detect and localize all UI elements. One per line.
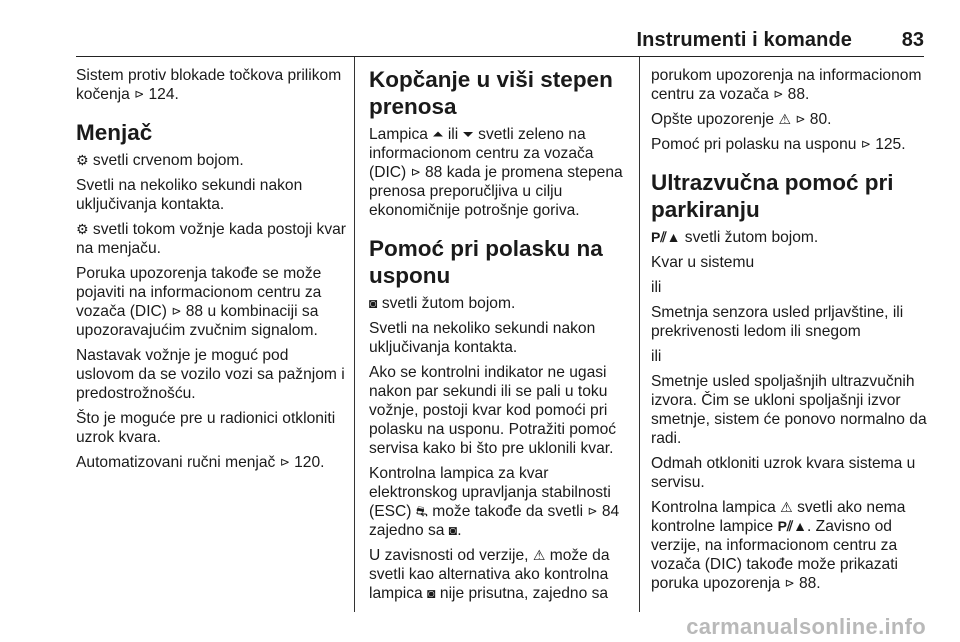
column-1	[76, 66, 348, 478]
section-heading-pomoc: Pomoć pri polasku na usponu	[369, 236, 603, 288]
downshift-icon: ⏷	[462, 126, 474, 142]
paragraph: Nastavak vožnje je moguć pod uslovom da se vozilo vozi sa pažnjom i predostrožnošću.	[76, 347, 345, 402]
paragraph: Opšte upozorenje ⚠ ⊳ 80.	[651, 111, 832, 128]
page-reference: 88.	[787, 86, 810, 103]
page-reference-arrow-icon: ⊳	[773, 87, 784, 101]
column-3	[651, 66, 927, 599]
page-reference-arrow-icon: ⊳	[795, 112, 806, 126]
page-reference-arrow-icon: ⊳	[410, 165, 421, 179]
paragraph: Svetli na nekoliko sekundi nakon uključivanja kontakta.	[369, 320, 596, 356]
paragraph: Ako se kontrolni indikator ne ugasi nakon par sekundi ili se pali u toku vožnje, postoji kvar kod pomoći pri polasku na usponu. Potražiti pomoć servisa kako bi što pre uklonili kvar.	[369, 364, 617, 457]
gear-warning-icon: ⚙	[76, 221, 89, 237]
page-reference-arrow-icon: ⊳	[171, 304, 182, 318]
hill-start-assist-icon: ◙	[369, 295, 378, 311]
paragraph: P⫽▲ svetli žutom bojom.	[651, 229, 819, 246]
warning-triangle-icon: ⚠	[778, 111, 792, 127]
parking-assist-icon: P⫽▲	[777, 518, 808, 534]
column-divider-1	[354, 57, 355, 612]
page-reference: 124.	[148, 86, 179, 103]
page-header	[0, 0, 960, 56]
page-reference-arrow-icon: ⊳	[134, 87, 145, 101]
parking-assist-icon: P⫽▲	[651, 229, 681, 245]
page-reference: 84	[601, 503, 620, 520]
header-rule	[76, 56, 924, 57]
page-reference-arrow-icon: ⊳	[587, 504, 598, 518]
paragraph: ◙ svetli žutom bojom.	[369, 295, 516, 312]
page-reference: 88	[425, 164, 443, 181]
page-reference: 88.	[798, 575, 821, 592]
page-reference: 125.	[875, 136, 906, 153]
hill-start-assist-icon: ◙	[427, 585, 436, 601]
upshift-icon: ⏶	[432, 126, 444, 142]
section-heading-menjac: Menjač	[76, 120, 153, 145]
gear-warning-icon: ⚙	[76, 152, 89, 168]
page-reference: 120.	[294, 454, 325, 471]
paragraph: porukom upozorenja na informacionom centru za vozača ⊳ 88.	[651, 67, 922, 103]
page-number: 83	[901, 29, 924, 51]
paragraph: Sistem protiv blokade točkova prilikom kočenja ⊳ 124.	[76, 67, 342, 103]
site-watermark: carmanualsonline.info	[686, 614, 926, 639]
warning-triangle-icon: ⚠	[780, 499, 793, 515]
page-reference: 88	[185, 303, 204, 320]
paragraph: Pomoć pri polasku na usponu ⊳ 125.	[651, 136, 906, 153]
paragraph: ili	[651, 279, 662, 296]
paragraph: Kontrolna lampica za kvar elektronskog upravljanja stabilnosti (ESC) ⛐ može takođe da svetli ⊳ 84 zajedno sa ◙.	[369, 465, 620, 539]
page-reference-arrow-icon: ⊳	[784, 576, 795, 590]
page-reference-arrow-icon: ⊳	[860, 137, 871, 151]
paragraph: Automatizovani ručni menjač ⊳ 120.	[76, 454, 325, 471]
section-heading-kopcanje: Kopčanje u viši stepen prenosa	[369, 67, 613, 119]
paragraph: Kontrolna lampica ⚠ svetli ako nema kontrolne lampice P⫽▲. Zavisno od verzije, na informacionom centru za vozača (DIC) takođe može prikazati poruka upozorenja ⊳ 88.	[651, 499, 906, 592]
column-2	[369, 66, 633, 609]
section-heading-ultrazvucna: Ultrazvučna pomoć pri parkiranju	[651, 170, 894, 222]
paragraph: Što je moguće pre u radionici otkloniti uzrok kvara.	[76, 410, 336, 446]
warning-triangle-icon: ⚠	[532, 547, 546, 563]
paragraph: Lampica ⏶ ili ⏷ svetli zeleno na informacionom centru za vozača (DIC) ⊳ 88 kada je promena stepena prenosa preporučljiva u cilju ekonomičnije potrošnje goriva.	[369, 126, 623, 219]
paragraph: Smetnje usled spoljašnjih ultrazvučnih izvora. Čim se ukloni spoljašnji izvor smetnje, sistem će ponovo normalno da radi.	[651, 373, 927, 447]
chapter-title: Instrumenti i komande	[636, 29, 852, 51]
page-reference: 80.	[809, 111, 832, 128]
paragraph: Odmah otkloniti uzrok kvara sistema u servisu.	[651, 455, 916, 491]
paragraph: Svetli na nekoliko sekundi nakon uključivanja kontakta.	[76, 177, 303, 213]
paragraph: Kvar u sistemu	[651, 254, 755, 271]
esc-skid-icon: ⛐	[415, 503, 428, 519]
paragraph: U zavisnosti od verzije, ⚠ može da svetli kao alternativa ako kontrolna lampica ◙ nije prisutna, zajedno sa	[369, 547, 610, 602]
column-divider-2	[639, 57, 640, 612]
paragraph: ili	[651, 348, 662, 365]
paragraph: Poruka upozorenja takođe se može pojaviti na informacionom centru za vozača (DIC) ⊳ 88 u kombinaciji sa upozoravajućim zvučnim signalom.	[76, 265, 322, 339]
paragraph: ⚙ svetli crvenom bojom.	[76, 152, 244, 169]
page-reference-arrow-icon: ⊳	[279, 455, 290, 469]
paragraph: ⚙ svetli tokom vožnje kada postoji kvar na menjaču.	[76, 221, 346, 257]
hill-start-assist-icon: ◙	[448, 522, 458, 538]
paragraph: Smetnja senzora usled prljavštine, ili prekrivenosti ledom ili snegom	[651, 304, 904, 340]
